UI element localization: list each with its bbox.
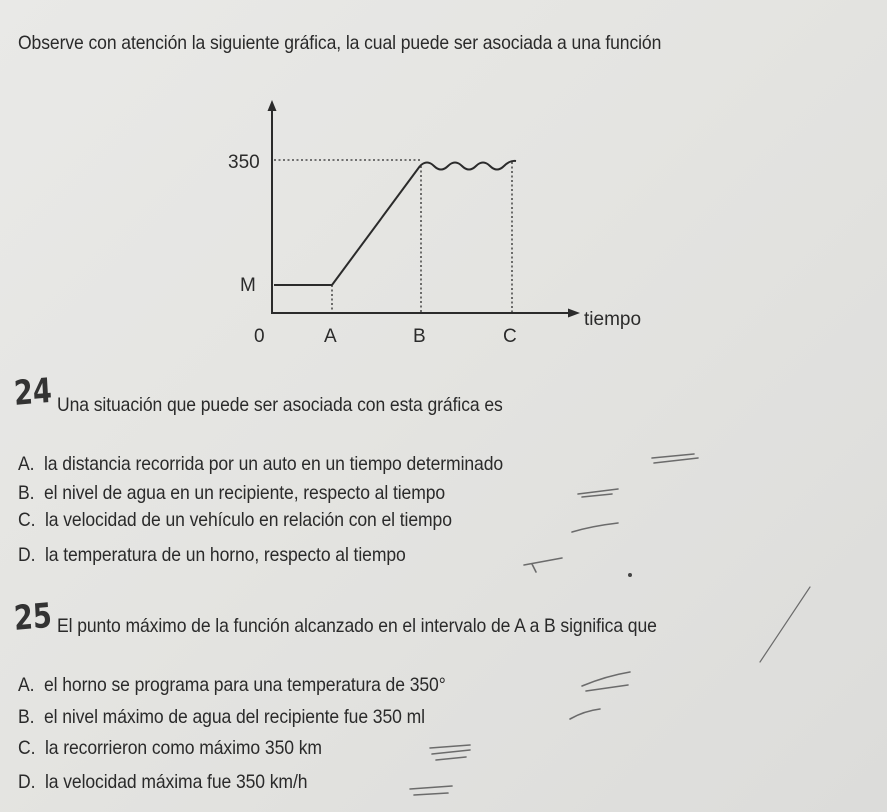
tick-mark-q24-d — [524, 558, 562, 572]
q25-option-b-letter: B. — [18, 706, 35, 728]
tick-mark-q25-b — [570, 709, 600, 719]
q24-option-a-text: la distancia recorrida por un auto en un tiempo determinado — [43, 453, 504, 475]
q24-option-b-text: el nivel de agua en un recipiente, respecto al tiempo — [43, 482, 446, 504]
y-label-350: 350 — [228, 152, 260, 173]
tick-mark-q25-c — [430, 745, 470, 760]
q24-option-c-text: la velocidad de un vehículo en relación con el tiempo — [44, 509, 452, 531]
tick-mark-q24-b — [578, 489, 618, 497]
pencil-stroke-diagonal — [760, 587, 810, 662]
q25-option-c-text: la recorrieron como máximo 350 km — [44, 737, 322, 759]
x-label-0: 0 — [254, 326, 265, 347]
x-label-b: B — [413, 326, 426, 347]
q25-option-d-letter: D. — [18, 771, 36, 793]
x-label-c: C — [503, 326, 517, 347]
q25-option-a-letter: A. — [18, 674, 35, 696]
q25-option-b-text: el nivel máximo de agua del recipiente fue 350 ml — [43, 706, 425, 728]
q24-option-a-letter: A. — [18, 453, 35, 475]
q25-option-d-text: la velocidad máxima fue 350 km/h — [44, 771, 308, 793]
tick-mark-q25-d — [410, 786, 452, 795]
tick-mark-q25-a — [582, 672, 630, 691]
intro-text: Observe con atención la siguiente gráfica, la cual puede ser asociada a una función — [18, 32, 662, 54]
tick-mark-q24-a — [652, 454, 698, 463]
q24-option-d-letter: D. — [18, 544, 36, 566]
q25-option-c-letter: C. — [18, 737, 36, 759]
question-25-number: 25 — [12, 595, 53, 639]
pencil-dot — [628, 573, 632, 577]
tick-mark-q24-c — [572, 523, 618, 532]
q24-option-d-text: la temperatura de un horno, respecto al tiempo — [44, 544, 406, 566]
question-24-prompt: Una situación que puede ser asociada con esta gráfica es — [57, 394, 503, 416]
q25-option-a-text: el horno se programa para una temperatura de 350° — [43, 674, 446, 696]
question-25-prompt: El punto máximo de la función alcanzado en el intervalo de A a B significa que — [57, 615, 657, 637]
y-label-m: M — [240, 275, 256, 296]
x-label-a: A — [324, 326, 337, 347]
q24-option-b-letter: B. — [18, 482, 35, 504]
q24-option-c-letter: C. — [18, 509, 36, 531]
question-24-number: 24 — [12, 370, 53, 414]
x-axis-label: tiempo — [584, 309, 642, 330]
